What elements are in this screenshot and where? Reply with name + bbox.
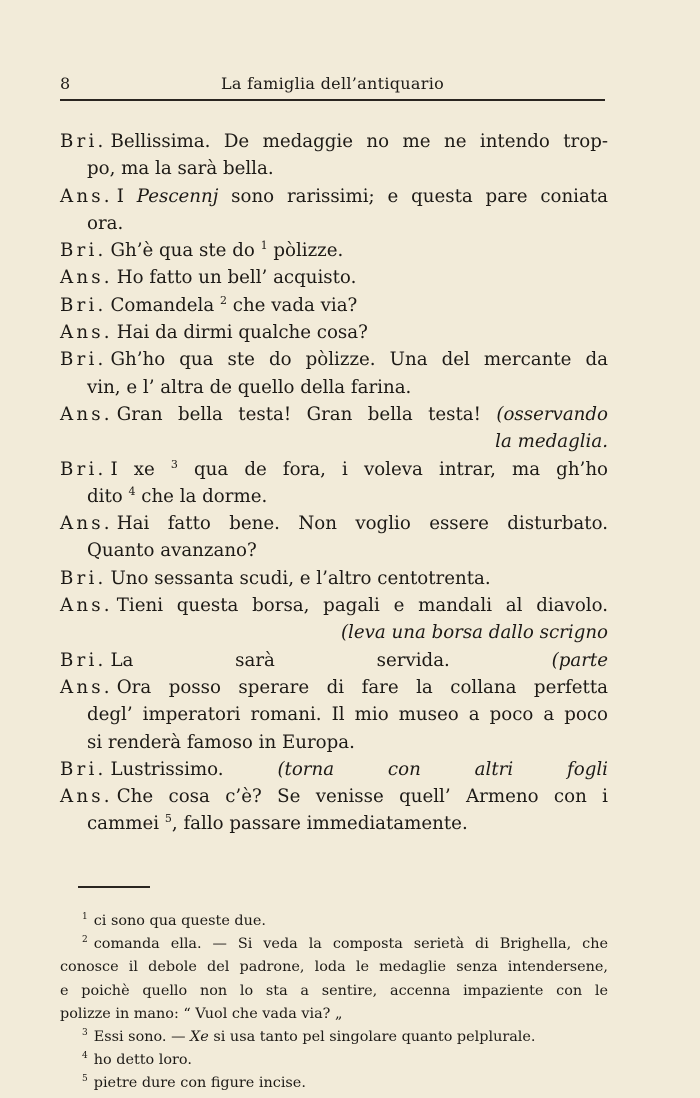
footnote-number: 4 — [82, 1051, 88, 1062]
footnote-number: 3 — [82, 1027, 88, 1038]
speech-text: Gh’ho qua ste do pòlizze. Una del mercante da — [110, 349, 608, 371]
dialogue-line — [60, 374, 608, 401]
speech-text: Hai da dirmi qualche cosa? — [116, 322, 368, 344]
dialogue-line — [60, 565, 608, 592]
footnote-text: pietre dure con figure incise. — [93, 1075, 306, 1092]
speaker-name: Bri. — [60, 758, 107, 780]
footnote-italic: Xe — [190, 1028, 209, 1045]
footnote-text: si usa tanto pel singolare quanto pelplurale. — [208, 1028, 536, 1045]
speaker-name: Bri. — [60, 131, 107, 152]
stage-direction: (osservando — [496, 403, 608, 425]
speaker-name: Ans. — [60, 786, 113, 808]
speech-text: si renderà famoso in Europa. — [87, 731, 355, 753]
footnotes — [60, 910, 608, 1096]
speech-text: I — [116, 185, 137, 207]
speaker-name: Ans. — [60, 595, 113, 617]
footnote-number: 1 — [82, 912, 88, 922]
dialogue-line — [60, 537, 608, 564]
dialogue-line — [60, 401, 608, 428]
footnote-text: e poichè quello non lo sta a sentire, accenna impaziente con le — [60, 982, 608, 999]
footnote-text: comanda ella. — Si veda la composta serietà di Brighella, che — [93, 936, 608, 953]
speech-text: sono rarissimi; e questa pare coniata — [218, 185, 608, 207]
stage-direction: Pescennj — [136, 185, 219, 207]
speech-text: Lustrissimo. — [110, 758, 224, 780]
footnote-text: ho detto loro. — [93, 1052, 192, 1069]
speaker-name: Bri. — [60, 458, 107, 480]
footnote-ref: 4 — [128, 484, 136, 498]
speech-text: La sarà servida. — [110, 649, 450, 671]
speaker-name: Ans. — [60, 513, 113, 535]
dialogue-line — [60, 729, 608, 756]
speech-text: qua de fora, i voleva intrar, ma gh’ho — [177, 458, 608, 480]
dialogue-line — [60, 428, 608, 455]
speaker-name: Bri. — [60, 240, 107, 262]
running-title: La famiglia dell’antiquario — [220, 74, 445, 93]
dialogue-line — [60, 155, 608, 182]
page-header — [60, 70, 605, 100]
speech-text: pòlizze. — [267, 240, 344, 262]
speech-text: Tieni questa borsa, pagali e mandali al diavolo. — [116, 595, 608, 617]
speech-text: Uno sessanta scudi, e l’altro centotrenta. — [110, 567, 491, 589]
footnote-ref: 3 — [170, 457, 178, 471]
speech-text: Bellissima. De medaggie no me ne intendo trop- — [110, 131, 608, 152]
speech-text: Quanto avanzano? — [87, 540, 257, 562]
speaker-name: Bri. — [60, 649, 107, 671]
footnote-text: polizze in mano: “ Vuol che vada via? „ — [60, 1005, 343, 1022]
footnote-number: 2 — [82, 935, 88, 946]
dialogue-line — [60, 237, 608, 264]
speaker-name: Ans. — [60, 267, 113, 289]
speech-text: po, ma la sarà bella. — [87, 158, 274, 180]
footnote-line — [60, 910, 608, 933]
footnote-line — [60, 1003, 608, 1026]
stage-direction: (leva una borsa dallo scrigno — [340, 622, 608, 644]
speaker-name: Ans. — [60, 322, 113, 344]
speech-text: vin, e l’ altra de quello della farina. — [87, 376, 412, 398]
dialogue-line — [60, 292, 608, 319]
dialogue-line — [60, 346, 608, 373]
speech-text: ora. — [87, 212, 124, 234]
dialogue-line — [60, 183, 608, 210]
dialogue-line — [60, 783, 608, 810]
footnote-number: 5 — [82, 1074, 88, 1085]
footnote-rule — [78, 886, 150, 888]
footnote-text: conosce il debole del padrone, loda le medaglie senza intendersene, — [60, 959, 608, 976]
speech-text: che la dorme. — [135, 485, 268, 507]
speaker-name: Ans. — [60, 403, 113, 425]
stage-direction: la medaglia. — [495, 431, 608, 453]
speech-text: Hai fatto bene. Non voglio essere disturbato. — [116, 513, 608, 535]
footnote-ref: 2 — [220, 293, 227, 307]
dialogue-line — [60, 647, 608, 674]
footnote-text: ci sono qua queste due. — [93, 913, 266, 929]
speech-text: Ora posso sperare di fare la collana perfetta — [116, 676, 608, 698]
dialogue-line — [60, 592, 608, 619]
footnote-line — [60, 980, 608, 1003]
footnote-line — [60, 1072, 608, 1095]
speaker-name: Ans. — [60, 676, 113, 698]
footnote-line — [60, 1026, 608, 1049]
dialogue-line — [60, 756, 608, 783]
speech-text: Gran bella testa! Gran bella testa! — [116, 403, 497, 425]
speech-text: I xe — [110, 458, 171, 480]
dialogue-line — [60, 264, 608, 291]
stage-direction: (parte — [551, 649, 608, 671]
speech-text: Comandela — [110, 294, 220, 316]
footnote-text: Essi sono. — — [93, 1028, 191, 1045]
dialogue-line — [60, 319, 608, 346]
dialogue-line — [60, 456, 608, 483]
dialogue-line — [60, 210, 608, 237]
speech-text: Gh’è qua ste do — [110, 240, 261, 262]
dialogue-line — [60, 701, 608, 728]
speech-text: che vada via? — [227, 294, 358, 316]
speaker-name: Bri. — [60, 294, 107, 316]
footnote-ref: 1 — [260, 239, 268, 253]
footnote-ref: 5 — [164, 812, 172, 826]
speaker-name: Bri. — [60, 349, 107, 371]
speech-text: , fallo passare immediatamente. — [171, 813, 468, 835]
header-rule — [60, 99, 605, 101]
speaker-name: Bri. — [60, 567, 107, 589]
footnote-line — [60, 1049, 608, 1072]
speech-text: cammei — [87, 813, 165, 835]
dialogue-line — [60, 128, 608, 155]
dialogue-line — [60, 810, 608, 837]
speech-text: Ho fatto un bell’ acquisto. — [116, 267, 357, 289]
dialogue-line — [60, 674, 608, 701]
stage-direction: (torna con altri fogli — [277, 758, 608, 780]
dialogue-text — [60, 128, 608, 838]
dialogue-line — [60, 619, 608, 646]
dialogue-line — [60, 510, 608, 537]
speech-text: Che cosa c’è? Se venisse quell’ Armeno con i — [116, 786, 608, 808]
speaker-name: Ans. — [60, 185, 113, 207]
page-number: 8 — [60, 74, 71, 93]
dialogue-line — [60, 483, 608, 510]
footnote-line — [60, 956, 608, 979]
speech-text: dito — [87, 485, 129, 507]
footnote-line — [60, 933, 608, 956]
speech-text: degl’ imperatori romani. Il mio museo a poco a poco — [87, 704, 608, 726]
